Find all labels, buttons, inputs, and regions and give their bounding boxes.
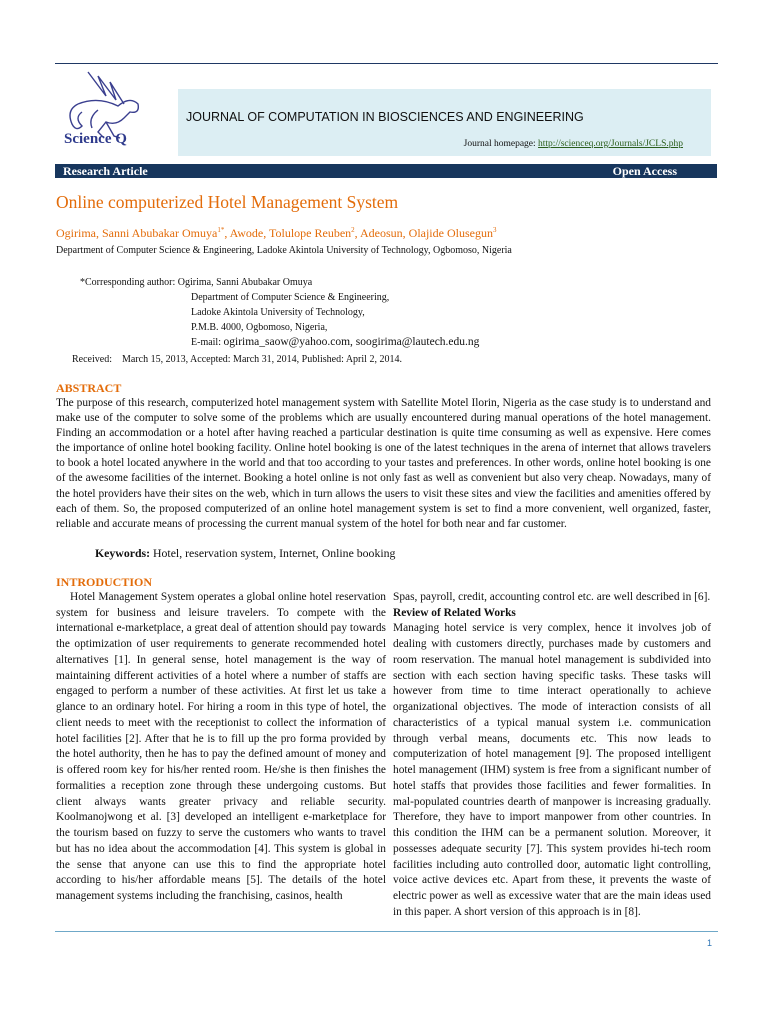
- abstract-heading: ABSTRACT: [56, 381, 122, 395]
- logo-text: Science Q: [64, 131, 127, 147]
- intro-column-1: Hotel Management System operates a global online hotel reservation system for business and leisure travelers. To compete with the international e-marketplace, a great deal of attention should pay towards the optimization of user requirements to generate recommended hotel alternatives [1]. In general sense, hotel management is the way of maintaining different activities of a hotel where a number of staffs are engaged to perform a number of these activities. At first let us take a glance to an ordinary hotel. For hiring a room in this type of hotel, the client needs to meet with the receptionist to collect the information of hotel facilities [2]. After that he is to fill up the pro forma provided by the hotel authority, then he has to pay the defined amount of money and is offered room key for his/her rented room. He/she is then finishes the formalities a reception zone through these undergoing customs. But client always wants greater privacy and reliable security. Koolmanojwong et al. [3] developed an intelligent e-marketplace for the tourism based on fuzzy to serve the customers who wants to travel but has no idea about the accommodation [4]. This system is global in the sense that anyone can use this to find the appropriate hotel according to his/her affordable means [5]. The details of the hotel management systems including the franchising, casinos, health: [56, 590, 386, 903]
- author: Awode, Tolulope Reuben: [229, 226, 352, 240]
- author: Adeosun, Olajide Olusegun: [359, 226, 493, 240]
- homepage-link[interactable]: http://scienceq.org/Journals/JCLS.php: [538, 139, 683, 149]
- abstract-text: The purpose of this research, computerized hotel management system with Satellite Motel Ilorin, Nigeria as the case study is to understand and make use of the computer to solve some of the problems which are usually encountered during manual operations of the hotel management. Finding an accommodation or a hotel after having reached a particular destination is quite time consuming as well as expensive. Here comes the importance of online hotel booking facility. Online hotel booking is one of the latest techniques in the arena of internet that allows travelers to book a hotel located anywhere in the world and that too according to your tastes and preferences. In other words, online hotel booking is one of the awesome facilities of the internet. Booking a hotel online is not only fast as well as convenient but also very cheap. Nowadays, many of the hotel providers have their sites on the web, which in turn allows the users to visit these sites and view the facilities and amenities offered by each of them. So, the proposed computerized of an online hotel management system is set to find a more convenient, well organized, faster, reliable and accurate means of processing the current manual system of the hotel for both near and far customer.: [56, 397, 711, 530]
- author-sep: ,: [224, 226, 230, 240]
- review-heading: Review of Related Works: [393, 606, 516, 619]
- corr-line: Department of Computer Science & Engineering,: [191, 292, 390, 303]
- journal-title: JOURNAL OF COMPUTATION IN BIOSCIENCES AND ENGINEERING: [186, 110, 584, 124]
- email-label: E-mail:: [191, 337, 224, 348]
- article-body: [56, 0, 711, 969]
- keywords-list: Hotel, reservation system, Internet, Online booking: [150, 545, 396, 560]
- corr-label: *Corresponding author:: [80, 277, 178, 288]
- author-list: [56, 225, 711, 241]
- dates: Received: March 15, 2013, Accepted: March 31, 2014, Published: April 2, 2014.: [72, 354, 402, 365]
- homepage-label: Journal homepage:: [463, 139, 539, 149]
- author-sup: 1*: [217, 226, 225, 234]
- article-type: Research Article: [63, 164, 148, 178]
- intro-continued: Spas, payroll, credit, accounting control etc. are well described in [6].: [393, 590, 711, 603]
- keywords-label: Keywords:: [95, 545, 151, 560]
- introduction-heading: INTRODUCTION: [56, 574, 153, 589]
- corr-line: P.M.B. 4000, Ogbomoso, Nigeria,: [191, 322, 328, 333]
- page-number: 1: [706, 937, 712, 948]
- affiliation: Department of Computer Science & Engineering, Ladoke Akintola University of Technology, Ogbomoso, Nigeria: [56, 245, 512, 256]
- access-type: Open Access: [612, 164, 677, 178]
- author: Ogirima, Sanni Abubakar Omuya: [56, 226, 218, 240]
- author-sep: ,: [354, 226, 360, 240]
- author-sup: 3: [492, 226, 497, 234]
- review-text: Managing hotel service is very complex, hence it involves job of dealing with customers directly, purchases made by customers and room reservation. The manual hotel management is subdivided into section with each section having specific tasks. These tasks will however from time to time interact operationally to achieve organizational objectives. The mode of interaction consists of all characteristics of a typical manual system i.e. communication through verbal means, documents etc. This now leads to computerization of hotel management [9]. The proposed intelligent hotel management (IHM) system is free from a significant number of hotel staffs that provides those facilities and fewer formalities. In mal-populated countries dearth of manpower is increasing gradually. Therefore, they have to import manpower from other countries. In this condition the IHM can be a permanent solution. Moreover, it possesses adequate security [7]. This system provides hi-tech room facilities including auto controlled door, automatic light controlling, voice active devices etc. Apart from these, it prevents the waste of electric power as well as excessive water that are the main ideas used in this paper. A short version of this approach is in [8].: [393, 622, 711, 918]
- intro-column-2: [393, 590, 711, 921]
- footer-rule: [55, 931, 718, 932]
- two-column-body: [56, 590, 711, 921]
- corr-line: Ladoke Akintola University of Technology,: [191, 307, 365, 318]
- email: ogirima_saow@yahoo.com, soogirima@lautech.edu.ng: [223, 336, 480, 348]
- author-sup: 2: [351, 226, 355, 234]
- keywords: [95, 546, 711, 561]
- article-title: Online computerized Hotel Management System: [56, 192, 399, 212]
- corresponding-author: [80, 275, 711, 350]
- corr-name: Ogirima, Sanni Abubakar Omuya: [177, 277, 313, 288]
